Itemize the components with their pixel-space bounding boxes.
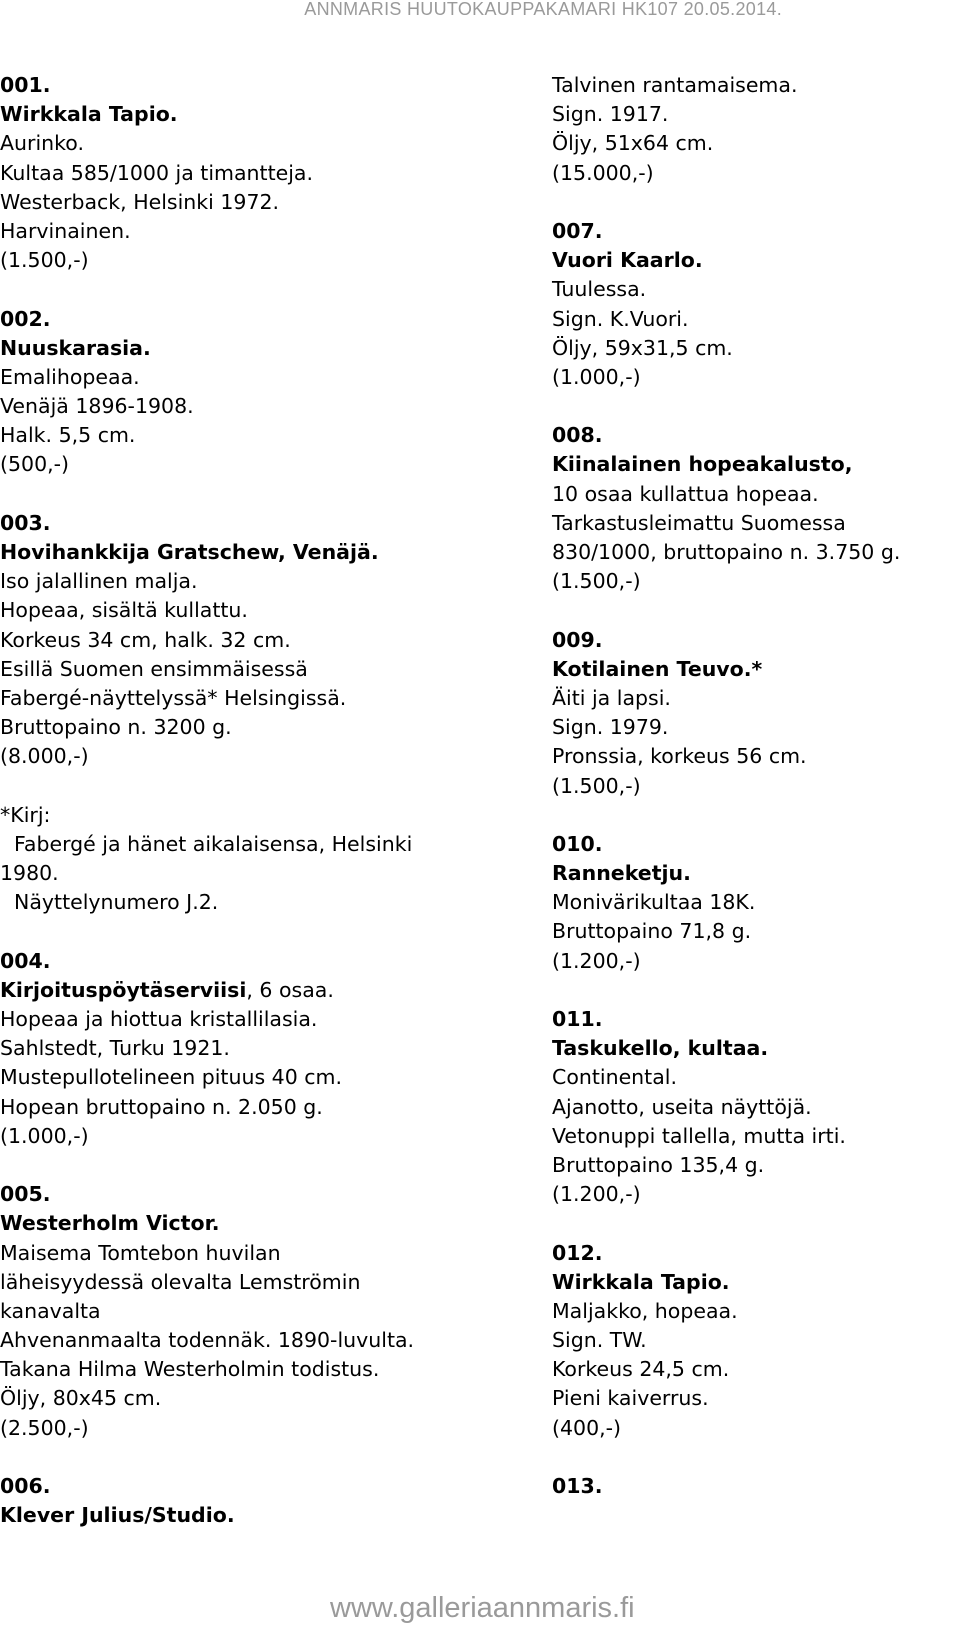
lot-line: läheisyydessä olevalta Lemströmin [0,1269,361,1294]
lot-008 [552,421,957,596]
lot-title: Ranneketju. [552,861,691,886]
lot-line: 830/1000, bruttopaino n. 3.750 g. [552,540,901,564]
lot-line: Sign. 1979. [552,715,669,740]
lot-number: 010. [552,831,603,856]
spacer [552,392,957,421]
lot-number: 011. [552,1007,603,1031]
lot-line: Halk. 5,5 cm. [0,423,136,448]
spacer [552,188,957,217]
lot-line: Continental. [552,1065,677,1090]
lot-estimate: (1.200,-) [552,1182,641,1207]
lot-006-continued [552,71,957,188]
lot-line: Takana Hilma Westerholmin todistus. [0,1357,380,1382]
spacer [552,596,957,625]
lot-011 [552,1005,957,1209]
lot-title: Wirkkala Tapio. [0,102,178,127]
spacer [0,480,520,509]
lot-estimate: (1.500,-) [552,773,641,798]
lot-line: Korkeus 24,5 cm. [552,1357,730,1382]
lot-003 [0,509,520,918]
lot-012 [552,1239,957,1443]
lot-title-suffix: , 6 osaa. [246,977,334,1002]
spacer [0,275,520,304]
lot-line: Bruttopaino n. 3200 g. [0,715,232,740]
lot-line: Mustepullotelineen pituus 40 cm. [0,1065,343,1090]
left-column [0,71,520,1530]
note-line: Fabergé ja hänet aikalaisensa, Helsinki [14,831,413,856]
lot-number: 003. [0,510,51,535]
lot-line: Tuulessa. [552,277,647,302]
lot-line: Harvinainen. [0,218,131,243]
lot-006 [0,1472,520,1530]
lot-line: 10 osaa kullattua hopeaa. [552,481,819,506]
lot-001 [0,71,520,275]
lot-line: Venäjä 1896-1908. [0,394,194,419]
lot-line: Monivärikultaa 18K. [552,890,756,915]
lot-number: 001. [0,73,51,97]
lot-estimate: (1.000,-) [0,1123,89,1148]
lot-line: Maljakko, hopeaa. [552,1298,738,1323]
lot-title: Taskukello, kultaa. [552,1036,769,1061]
lot-line: Vetonuppi tallella, mutta irti. [552,1123,846,1148]
lot-number: 004. [0,948,51,973]
lot-line: Ajanotto, useita näyttöjä. [552,1094,812,1119]
lot-line: Sign. 1917. [552,102,669,127]
lot-number: 009. [552,627,603,652]
lot-004 [0,947,520,1151]
lot-title: Kirjoituspöytäserviisi [0,977,247,1002]
lot-estimate: (8.000,-) [0,744,89,769]
spacer [0,772,520,801]
lot-line: Pieni kaiverrus. [552,1386,709,1411]
lot-line: Kultaa 585/1000 ja timantteja. [0,160,314,185]
header-text: ANNMARIS HUUTOKAUPPAKAMARI HK107 20.05.2014. [304,0,782,19]
lot-line: Aurinko. [0,131,84,156]
lot-line: Hopeaa, sisältä kullattu. [0,598,248,623]
lot-002 [0,305,520,480]
note-label: *Kirj: [0,802,51,827]
spacer [0,1151,520,1180]
lot-number: 002. [0,306,51,331]
lot-010 [552,830,957,976]
footer-url: www.galleriaannmaris.fi [330,1592,635,1624]
lot-estimate: (15.000,-) [552,160,654,185]
lot-013 [552,1472,957,1501]
spacer [552,1209,957,1238]
lot-number: 013. [552,1474,603,1498]
lot-005 [0,1180,520,1443]
spacer [552,976,957,1005]
lot-line: Ahvenanmaalta todennäk. 1890-luvulta. [0,1328,415,1353]
lot-estimate: (2.500,-) [0,1415,89,1440]
lot-title: Hovihankkija Gratschew, Venäjä. [0,540,379,564]
lot-title: Kotilainen Teuvo.* [552,656,763,681]
lot-line: Sahlstedt, Turku 1921. [0,1036,230,1061]
lot-line: Pronssia, korkeus 56 cm. [552,744,807,769]
lot-title: Nuuskarasia. [0,335,151,360]
lot-estimate: (400,-) [552,1415,622,1440]
page-header [0,0,960,25]
lot-title: Klever Julius/Studio. [0,1503,235,1528]
lot-line: Esillä Suomen ensimmäisessä [0,656,308,681]
lot-line: Hopeaa ja hiottua kristallilasia. [0,1007,318,1031]
lot-estimate: (1.000,-) [552,364,641,389]
lot-line: Westerback, Helsinki 1972. [0,189,280,214]
spacer [552,801,957,830]
lot-number: 008. [552,423,603,448]
lot-009 [552,626,957,801]
lot-line: Maisema Tomtebon huvilan [0,1240,281,1265]
lot-title: Wirkkala Tapio. [552,1269,730,1294]
lot-line: Iso jalallinen malja. [0,569,198,594]
spacer [552,1443,957,1472]
lot-line: Korkeus 34 cm, halk. 32 cm. [0,627,291,652]
lot-estimate: (1.500,-) [0,248,89,273]
spacer [0,917,520,946]
lot-line: Sign. TW. [552,1328,647,1353]
lot-line: Emalihopeaa. [0,364,140,389]
note-line: Näyttelynumero J.2. [14,890,219,915]
lot-number: 007. [552,218,603,243]
lot-number: 006. [0,1474,51,1498]
lot-line: Äiti ja lapsi. [552,685,671,710]
lot-line: Öljy, 80x45 cm. [0,1386,162,1411]
lot-title: Kiinalainen hopeakalusto, [552,452,853,477]
spacer [0,1443,520,1472]
lot-number: 012. [552,1240,603,1265]
lot-line: Bruttopaino 71,8 g. [552,919,752,944]
lot-number: 005. [0,1182,51,1207]
lot-line: Bruttopaino 135,4 g. [552,1152,765,1177]
lot-line: Öljy, 51x64 cm. [552,131,714,156]
lot-line: Talvinen rantamaisema. [552,73,798,97]
lot-title: Westerholm Victor. [0,1211,220,1236]
lot-line: Sign. K.Vuori. [552,306,689,331]
lot-title-row [0,976,520,1005]
right-column [552,71,957,1501]
note-line: 1980. [0,861,59,886]
lot-estimate: (1.200,-) [552,948,641,973]
lot-line: Tarkastusleimattu Suomessa [552,510,846,535]
lot-007 [552,217,957,392]
lot-line: Hopean bruttopaino n. 2.050 g. [0,1094,323,1119]
lot-estimate: (1.500,-) [552,569,641,594]
lot-title: Vuori Kaarlo. [552,248,703,273]
lot-estimate: (500,-) [0,452,70,477]
lot-line: Fabergé-näyttelyssä* Helsingissä. [0,685,347,710]
lot-line: kanavalta [0,1298,101,1323]
lot-line: Öljy, 59x31,5 cm. [552,335,733,360]
